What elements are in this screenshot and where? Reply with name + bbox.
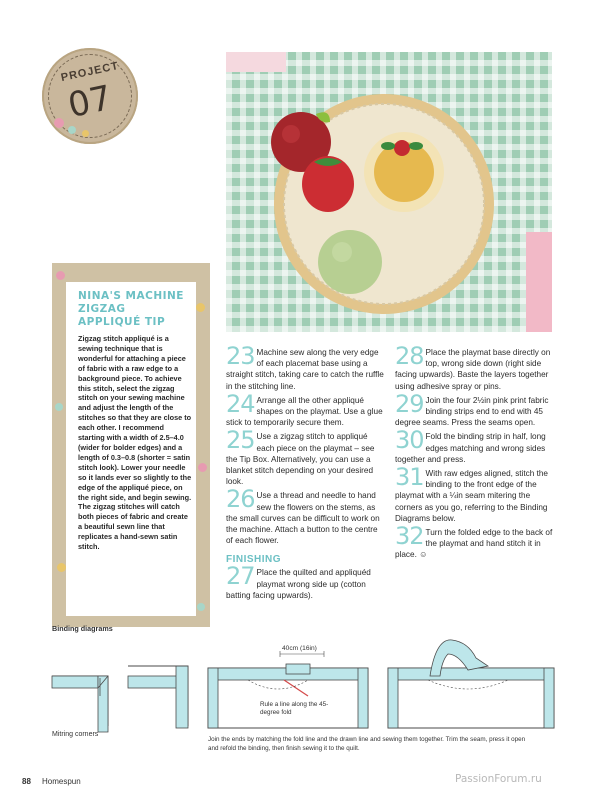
finishing-heading: FINISHING (226, 554, 282, 566)
felt-food-photo-illustration (226, 52, 552, 332)
step-text: Fold the binding strip in half, long edges matching and wrong sides together and press. (395, 432, 546, 464)
step-26 (226, 485, 386, 546)
tip-box (66, 282, 196, 616)
step-text: Machine sew along the very edge of each placemat base using a straight stitch, taking care to catch the ruffle in the stitching line. (226, 348, 384, 391)
step-30 (395, 426, 555, 465)
diagram-caption: Join the ends by matching the fold line and the drawn line and sewing them together. Trim the seam, press it open and refold the binding, then finish sewing it to the quilt. (208, 736, 526, 752)
product-photo (226, 52, 552, 332)
rule-line-label: Rule a line along the 45-degree fold (260, 701, 329, 716)
floral-icon (196, 303, 205, 312)
step-text: Place the playmat base directly on top, wrong side down (right side facing upwards). Baste the layers together using adhesive spray or pins. (395, 348, 551, 391)
step-text: With raw edges aligned, stitch the binding to the front edge of the playmat with a ¼in seam mitering the corners as you go, referring to the Binding Diagrams below. (395, 469, 548, 523)
tip-body: Zigzag stitch appliqué is a sewing technique that is wonderful for attaching a piece of fabric with a raw edge to a background piece. To achieve this stitch, select the zigzag stitch on your sewing machine and adjust the length of the stitches so that they are close to each other. I recommend starting with a width of 2.5–4.0 (wider for bolder edges) and a length of 0.3–0.8 (shorter = satin stitch look). Lower your needle so it lands ever so slightly to the edge of the appliqué piece, on the right side, and begin sewing. The zigzag stitches will catch both pieces of fabric and create a beautiful sewn line that replicates a hand-sewn satin stitch. (78, 334, 192, 552)
step-number: 29 (395, 389, 424, 418)
step-text: Place the quilted and appliquéd playmat wrong side up (cotton batting facing upwards). (226, 568, 371, 600)
floral-icon (56, 271, 65, 280)
floral-icon (198, 463, 207, 472)
step-text: Turn the folded edge to the back of the playmat and hand stitch it in place. ☺ (395, 528, 553, 560)
step-29 (395, 389, 555, 429)
step-number: 27 (226, 562, 255, 591)
measurement-label: 40cm (16in) (282, 645, 317, 652)
step-32 (395, 522, 555, 561)
step-number: 30 (395, 426, 424, 455)
step-text: Join the four 2½in pink print fabric binding strips end to end with 45 degree seams. Press the seams open. (395, 395, 549, 428)
step-number: 24 (226, 389, 255, 418)
step-number: 32 (395, 522, 424, 551)
step-23 (226, 342, 386, 392)
page-number: 88 (22, 777, 31, 786)
floral-icon (57, 563, 66, 572)
watermark: PassionForum.ru (455, 773, 542, 785)
step-text: Arrange all the other appliqué shapes on the playmat. Use a glue stick to temporarily secure them. (226, 395, 383, 428)
step-number: 23 (226, 342, 255, 370)
steps-column-left (226, 342, 386, 604)
step-number: 26 (226, 485, 255, 514)
badge-flower-icon (68, 126, 76, 134)
mitre-caption: Mitring corners (52, 731, 99, 738)
step-number: 31 (395, 463, 424, 492)
step-24 (226, 389, 386, 429)
badge-label: PROJECT (59, 60, 121, 84)
diagrams-title: Binding diagrams (52, 624, 113, 633)
floral-icon (197, 603, 205, 611)
mitre-diagram-2 (128, 666, 188, 728)
project-badge (42, 48, 138, 144)
badge-flower-icon (82, 130, 89, 137)
finished-binding-diagram (388, 640, 554, 728)
step-25 (226, 426, 386, 487)
floral-icon (55, 403, 63, 411)
tip-title: NINA'S MACHINE ZIGZAG APPLIQUÉ TIP (78, 290, 184, 328)
step-31 (395, 463, 555, 524)
step-text: Use a zigzag stitch to appliqué each piece on the playmat – see the Tip Box. Alternatively, you can use a blanket stitch depending on your desired look. (226, 432, 375, 487)
magazine-name: Homespun (42, 777, 81, 786)
step-28 (395, 342, 555, 392)
badge-flower-icon (54, 118, 64, 128)
steps-column-right (395, 342, 555, 564)
mitre-diagram-1 (52, 676, 108, 732)
step-number: 25 (226, 426, 255, 455)
step-27 (226, 562, 386, 601)
badge-number: 07 (64, 77, 116, 127)
step-text: Use a thread and needle to hand sew the flowers on the stems, as the small curves can be difficult to work on the machine. Attach a button to the centre of each flower. (226, 491, 380, 546)
step-number: 28 (395, 342, 424, 370)
